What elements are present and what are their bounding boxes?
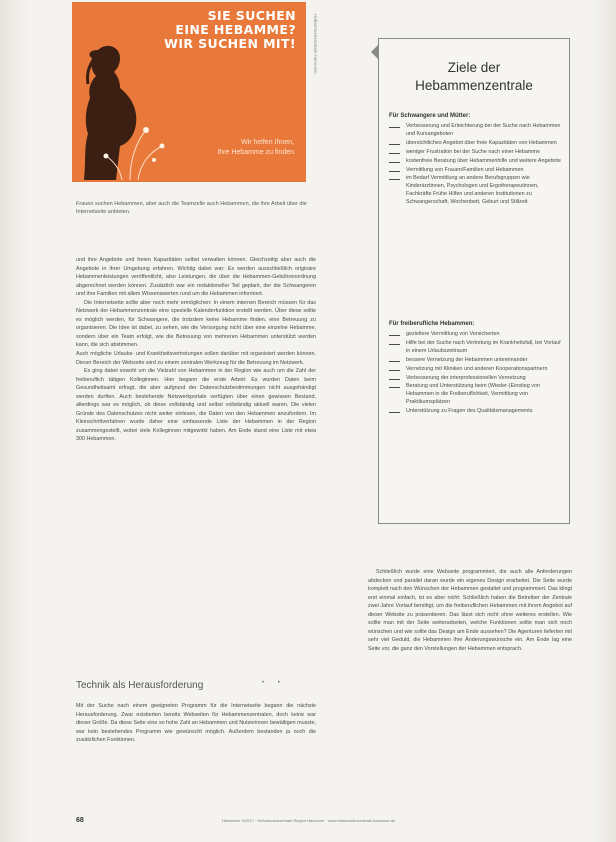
dash-icon [389,127,400,128]
pregnant-woman-silhouette-illustration [76,42,196,182]
list-item-text: kostenfreie Beratung über Hebammenhilfe und weitere Angebote [406,157,561,164]
list-item-text: gezieltere Vermittlung von Versicherten [406,331,500,337]
list-item [389,149,561,157]
list-item-text: Verbesserung der interprofessionellen Vernetzung [406,374,526,381]
list-item [389,383,561,407]
list-item-text: bessere Vernetzung der Hebammen untereinander [406,356,528,363]
banner-title [164,9,296,51]
paragraph: Es ging dabei sowohl um die Vielzahl von Hebammen in der Region wie auch um die Zahl der freiberuflich tätigen Kolleginnen. Hier begann die erste Arbeit: Es wurden Daten beim Gesundheitsamt erfragt, die aber aufgrund der Datenschutzbestimmungen nicht ausgehändigt werden durften. Auch bestehende Netzwerkportale verfügten über einen gewissen Bestand, allerdings war es möglich, ob diese vollständig und selbst vollständig aktuell waren. Die vielen Gründe des Datenschutzes nicht weiter einlesen, die Daten von den Hebammen anzufordern. Im Kleinschrittverfahren wurde daher eine umfassende Liste der Hebammen in der Region zusammengestellt, wobei viele Kolleginnen mitgewirkt haben. Am Ende stand eine Liste mit etwa 300 Hebammen. [76,368,316,443]
list-item [389,375,561,383]
list-item-text: übersichtliches Angebot über freie Kapazitäten von Hebammen [406,139,557,146]
dash-icon [389,361,400,362]
list-item-text: im Bedarf Vermittlung an andere Berufsgruppen wie Kinderärztinnen, Psychologen und Ergotherapeutinnen, Fachkräfte Frühe Hilfen und anderen Institutionen zu Schwangerschaft, Wochenbett, Geburt und Stillzeit [406,175,539,206]
dash-icon [389,171,400,172]
banner-subtitle-line-1: Wir helfen Ihnen, [241,139,294,146]
dash-icon [389,335,400,336]
list-item [389,123,561,139]
banner-title-line-1: SIE SUCHEN [207,8,296,23]
box-pointer-arrow-icon [371,45,378,59]
dash-icon [389,344,400,345]
body-column-left [76,256,316,686]
list-item [389,158,561,166]
goals-list-mothers [389,123,561,208]
list-item-text: Unterstützung zu Fragen des Qualitätsmanagements [406,408,533,415]
list-item [389,167,561,175]
list-item-text: weniger Frustration bei der Suche nach einer Hebamme [406,148,540,155]
list-item [389,175,561,207]
list-item [389,357,561,365]
box-title [379,59,569,95]
dash-icon [389,162,400,163]
banner-subtitle-line-2: Ihre Hebamme zu finden [217,149,294,156]
box-title-line-1: Ziele der [447,60,501,75]
list-item-text: Vermittlung von Frauen/Familien und Hebammen [406,166,524,173]
list-item [389,140,561,148]
vertical-credit [310,14,318,144]
list-item-text: Vernetzung mit Kliniken und anderen Kooperationspartnern [406,365,548,372]
paragraph: Auch mögliche Urlaubs- und Krankheitsvertretungen sollen darüber mit organisiert werden können. Dieser Bereich der Webseite wird zu einem zentralen Werkzeug für die Betreuung im Netzwerk. [76,351,316,366]
banner-subtitle [217,138,294,158]
list-item-text: Verbesserung und Erleichterung bei der Suche nach Hebammen und Kursangeboten [406,123,561,137]
dash-icon [389,412,400,413]
body-column-right [368,568,572,778]
paragraph: Schließlich wurde eine Webseite programmiert, die auch alle Anforderungen abdecken und parallel daran wurde ein eigenes Design erarbeitet. Die Seite wurde komplett nach den Wünschen der Hebammen gestaltet und programmiert. Das klingt erst einmal einfach, ist es aber nicht: Schließlich haben die Betreiber der Zentrale zwei Jahre Vorlauf benötigt, um die freiberuflichen Hebammen mit ihrem Angebot auf dieser Website zu präsentieren. Das lässt sich nicht ohne weiteres erstellen. Wie sollte man mit der Seite weiterarbeiten, welche Funktionen sollte man sich noch wünschen und wie sollte das Design am Ende aussehen? Die Agenturen lieferten mit sehr viel Geduld, die Hebammen ihre Änderungswünsche ein. Am Ende lag eine Seite vor, die ganz den Vorstellungen der Hebammen entsprach. [368,569,572,652]
banner-title-line-3: WIR SUCHEN MIT! [164,36,296,51]
dash-icon [389,370,400,371]
dash-icon [389,387,400,388]
hero-banner [72,2,306,182]
list-item-text: Beratung und Unterstützung beim (Wieder-)Einstieg von Hebammen in die Freiberuflichkeit, Vermittlung von Praktikumsplätzen [406,383,540,406]
list-item [389,331,561,339]
paragraph: Die Internetseite sollte aber noch mehr ermöglichen: In einem internen Bereich müssen für das Netzwerk der Hebammenzentrale eine spezielle Kalenderfunktion erstellt werden. Über diese sollte es möglich werden, für Schwangere, die trotzdem keine Hebamme finden, eine Betreuung zu organisieren. Die Idee ist dabei, zu sehen, wie die Versorgung nicht über eine einzelne Hebamme, sondern über ein Team erfolgt, wie die Betreuung von mehreren Hebammen unterstützt werden kann, die sich abstimmen. [76,299,316,349]
goals-sidebar-box [378,38,570,524]
group-heading-mothers: Für Schwangere und Mütter: [389,113,471,119]
list-item-text: Hilfe bei der Suche nach Vertretung im Krankheitsfall, bei Vorlauf in einem Urlaubszeitraum [406,339,561,354]
decorative-dots-icon: • • [262,680,286,686]
list-item [389,340,561,356]
group-heading-midwives: Für freiberufliche Hebammen: [389,321,475,327]
dash-icon [389,144,400,145]
image-caption: Frauen suchen Hebammen, aber auch die Teamzelle auch Hebammen, die ihre Arbeit über die Internetseite anbieten. [76,201,307,215]
goals-list-midwives [389,331,561,417]
page-number: 68 [76,817,84,824]
footer-text: Hebamme 3/2017 · Hebammenzentrale Region Hannover · www.hebammenzentrale-hannover.de [222,818,396,823]
dash-icon [389,153,400,154]
body-column-left-lower [76,702,316,792]
vertical-credit-text: Hebammenzentrale Hannover [313,14,318,75]
paragraph: und ihre Angebote und freien Kapazitäten selbst verwalten können. Gleichzeitig aber auch die Angebote in ihrer Umgebung erfahren. Wichtig dabei war: Es werden ausschließlich originäre Hebammenleistungen veröffentlicht, also Leistungen, die über die Hebammen-Gebührenordnung abgerechnet werden können. Zusätzlich war ein redaktioneller Teil geplant, der die Schwangeren und ihre Familien mit allem Wissenswerten rund um die Hebammen informiert. [76,257,316,298]
dash-icon [389,379,400,380]
list-item [389,366,561,374]
dash-icon [389,179,400,180]
section-heading: Technik als Herausforderung [76,680,204,691]
banner-title-line-2: EINE HEBAMME? [175,22,296,37]
list-item [389,408,561,416]
paragraph: Mit der Suche nach einem geeigneten Programm für die Internetseite begann die nächste Herausforderung. Zwar existierten bereits Webseiten für Hebammenzentralen, doch keine war dieser Größe. Da diese Seite eine so hohe Zahl an Hebammen und Nutzerinnen bewältigen musste, war kein bestehendes Programm wie gewünscht möglich. Außerdem bestanden ja noch die zusätzlichen Funktionen. [76,703,316,744]
box-title-line-2: Hebammenzentrale [415,78,533,93]
